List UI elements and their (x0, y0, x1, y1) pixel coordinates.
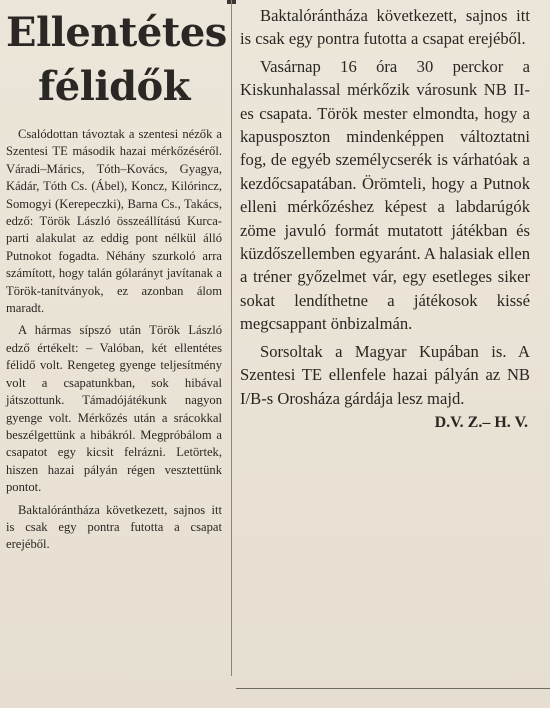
left-column-body (6, 126, 222, 554)
lead-paragraph: Csalódottan távoztak a szentesi nézők a Szentesi TE második hazai mérkőzéséről. Váradi–Márics, Tóth–Kovács, Gyagya, Kádár, Tóth Cs. (Ábel), Koncz, Kilórincz, Somogyi (Kerepeczki), Barna Cs., Takács, edző: Török László összeállítású Kurca-parti alakulat az eddig pont nélkül álló Putnokot fogadta. Néhány szurkoló arra számított, hogy talán gólarányt javítanak a Török-tanítványok, ez azonban álom maradt. (6, 127, 222, 316)
headline-line-2: félidők (38, 63, 190, 110)
sunday-match-paragraph: Vasárnap 16 óra 30 perckor a Kiskunhalassal mérkőzik városunk NB II-es csapata. Török mester elmondta, hogy a kapusposzton mindenképpen változtatni fog, de egyéb személycserék is várhatóak a kezdőcsapatában. Örömteli, hogy a Putnok elleni mérkőzéshez képest a labdarúgók zöme javuló formát mutatott játékban és küzdőszellemben egyaránt. A halasiak ellen a tréner győzelmet vár, egy esetleges siker sokat lendíthetne a játékosok kissé megcsappant önbizalmán. (240, 56, 530, 334)
repeated-paragraph: Baktalórántháza következett, sajnos itt is csak egy pontra futotta a csapat erejéből. (240, 6, 530, 49)
cup-draw-paragraph: Sorsoltak a Magyar Kupában is. A Szentesi TE ellenfele hazai pályán az NB I/B-s Orosháza gárdája lesz majd. (240, 341, 530, 408)
right-column (240, 4, 530, 432)
left-column (6, 6, 227, 559)
article-headline (6, 6, 227, 114)
continuation-paragraph: Baktalórántháza következett, sajnos itt is csak egy pontra futotta a csapat erejéből. (6, 502, 222, 552)
headline-line-1: Ellentétes (6, 9, 227, 56)
author-signature: D.V. Z.– H. V. (434, 413, 528, 431)
quote-paragraph: A hármas sípszó után Török László edző értékelt: – Valóban, két ellentétes félidő volt. Rengeteg gyenge teljesítmény volt a csapatunkban, sok hibával játszottunk. Támadójátékunk nagyon gyenge volt. Mérkőzés után a srácokkal beszélgettünk a hibákról. Megpróbálom a csapatot egy kicsit felrázni. Letörtek, hiszen hazai pályán régen vesztettünk pontot. (6, 323, 222, 495)
bottom-rule (236, 688, 550, 689)
column-divider (231, 0, 232, 676)
